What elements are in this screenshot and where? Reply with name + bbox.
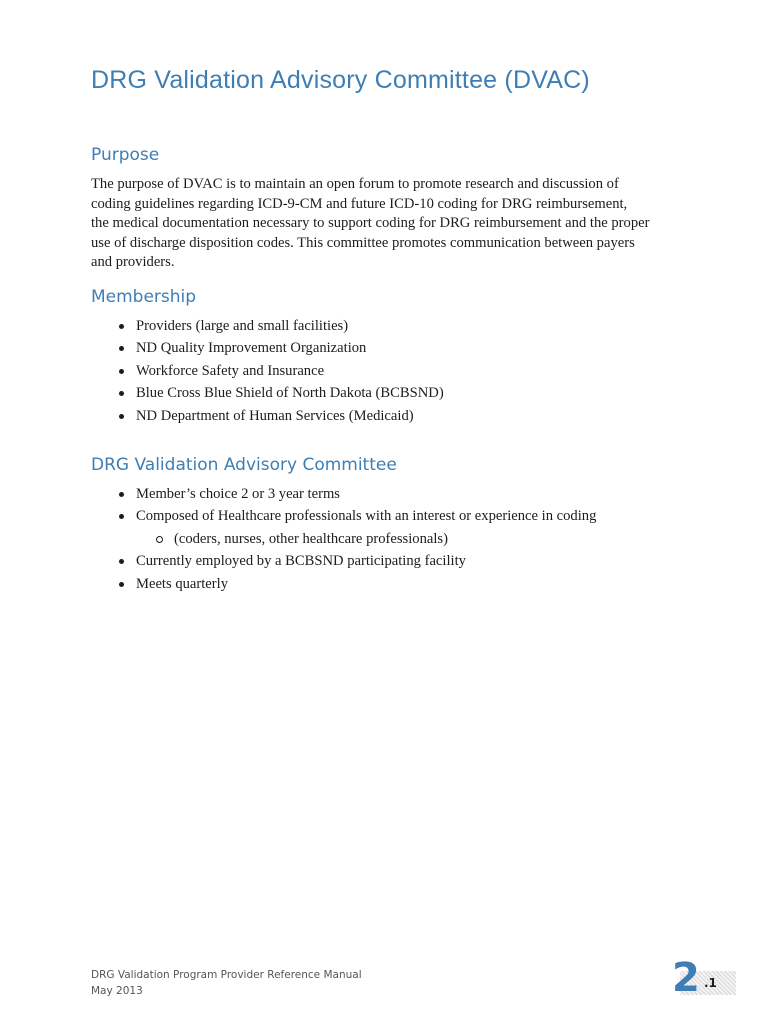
purpose-line: use of discharge disposition codes. This committee promotes communication between payers bbox=[91, 234, 635, 251]
sub-list-item: (coders, nurses, other healthcare professionals) bbox=[0, 528, 720, 550]
purpose-paragraph bbox=[91, 175, 711, 273]
list-item: Providers (large and small facilities) bbox=[0, 315, 720, 337]
list-item: Member’s choice 2 or 3 year terms bbox=[0, 483, 720, 505]
purpose-line: and providers. bbox=[91, 254, 175, 271]
membership-list bbox=[0, 315, 720, 427]
page-number: .1 bbox=[704, 976, 717, 990]
purpose-heading: Purpose bbox=[91, 145, 160, 165]
committee-heading: DRG Validation Advisory Committee bbox=[91, 455, 397, 475]
list-item: ND Quality Improvement Organization bbox=[0, 337, 720, 359]
purpose-line: coding guidelines regarding ICD-9-CM and future ICD-10 coding for DRG reimbursement, bbox=[91, 195, 628, 212]
list-item: ND Department of Human Services (Medicaid) bbox=[0, 405, 720, 427]
footer-date: May 2013 bbox=[91, 985, 143, 997]
footer-manual-title: DRG Validation Program Provider Reference Manual bbox=[91, 969, 362, 981]
list-item: Composed of Healthcare professionals with an interest or experience in coding bbox=[0, 505, 720, 527]
list-item: Meets quarterly bbox=[0, 573, 720, 595]
purpose-line: the medical documentation necessary to support coding for DRG reimbursement and the proper bbox=[91, 215, 650, 232]
list-item: Currently employed by a BCBSND participating facility bbox=[0, 550, 720, 572]
page-number-badge bbox=[672, 955, 738, 1001]
chapter-number: 2 bbox=[672, 955, 700, 1001]
list-item: Workforce Safety and Insurance bbox=[0, 360, 720, 382]
membership-heading: Membership bbox=[91, 287, 197, 307]
list-item: Blue Cross Blue Shield of North Dakota (BCBSND) bbox=[0, 382, 720, 404]
document-title: DRG Validation Advisory Committee (DVAC) bbox=[91, 66, 590, 94]
committee-list bbox=[0, 483, 720, 595]
purpose-line: The purpose of DVAC is to maintain an open forum to promote research and discussion of bbox=[91, 176, 619, 192]
